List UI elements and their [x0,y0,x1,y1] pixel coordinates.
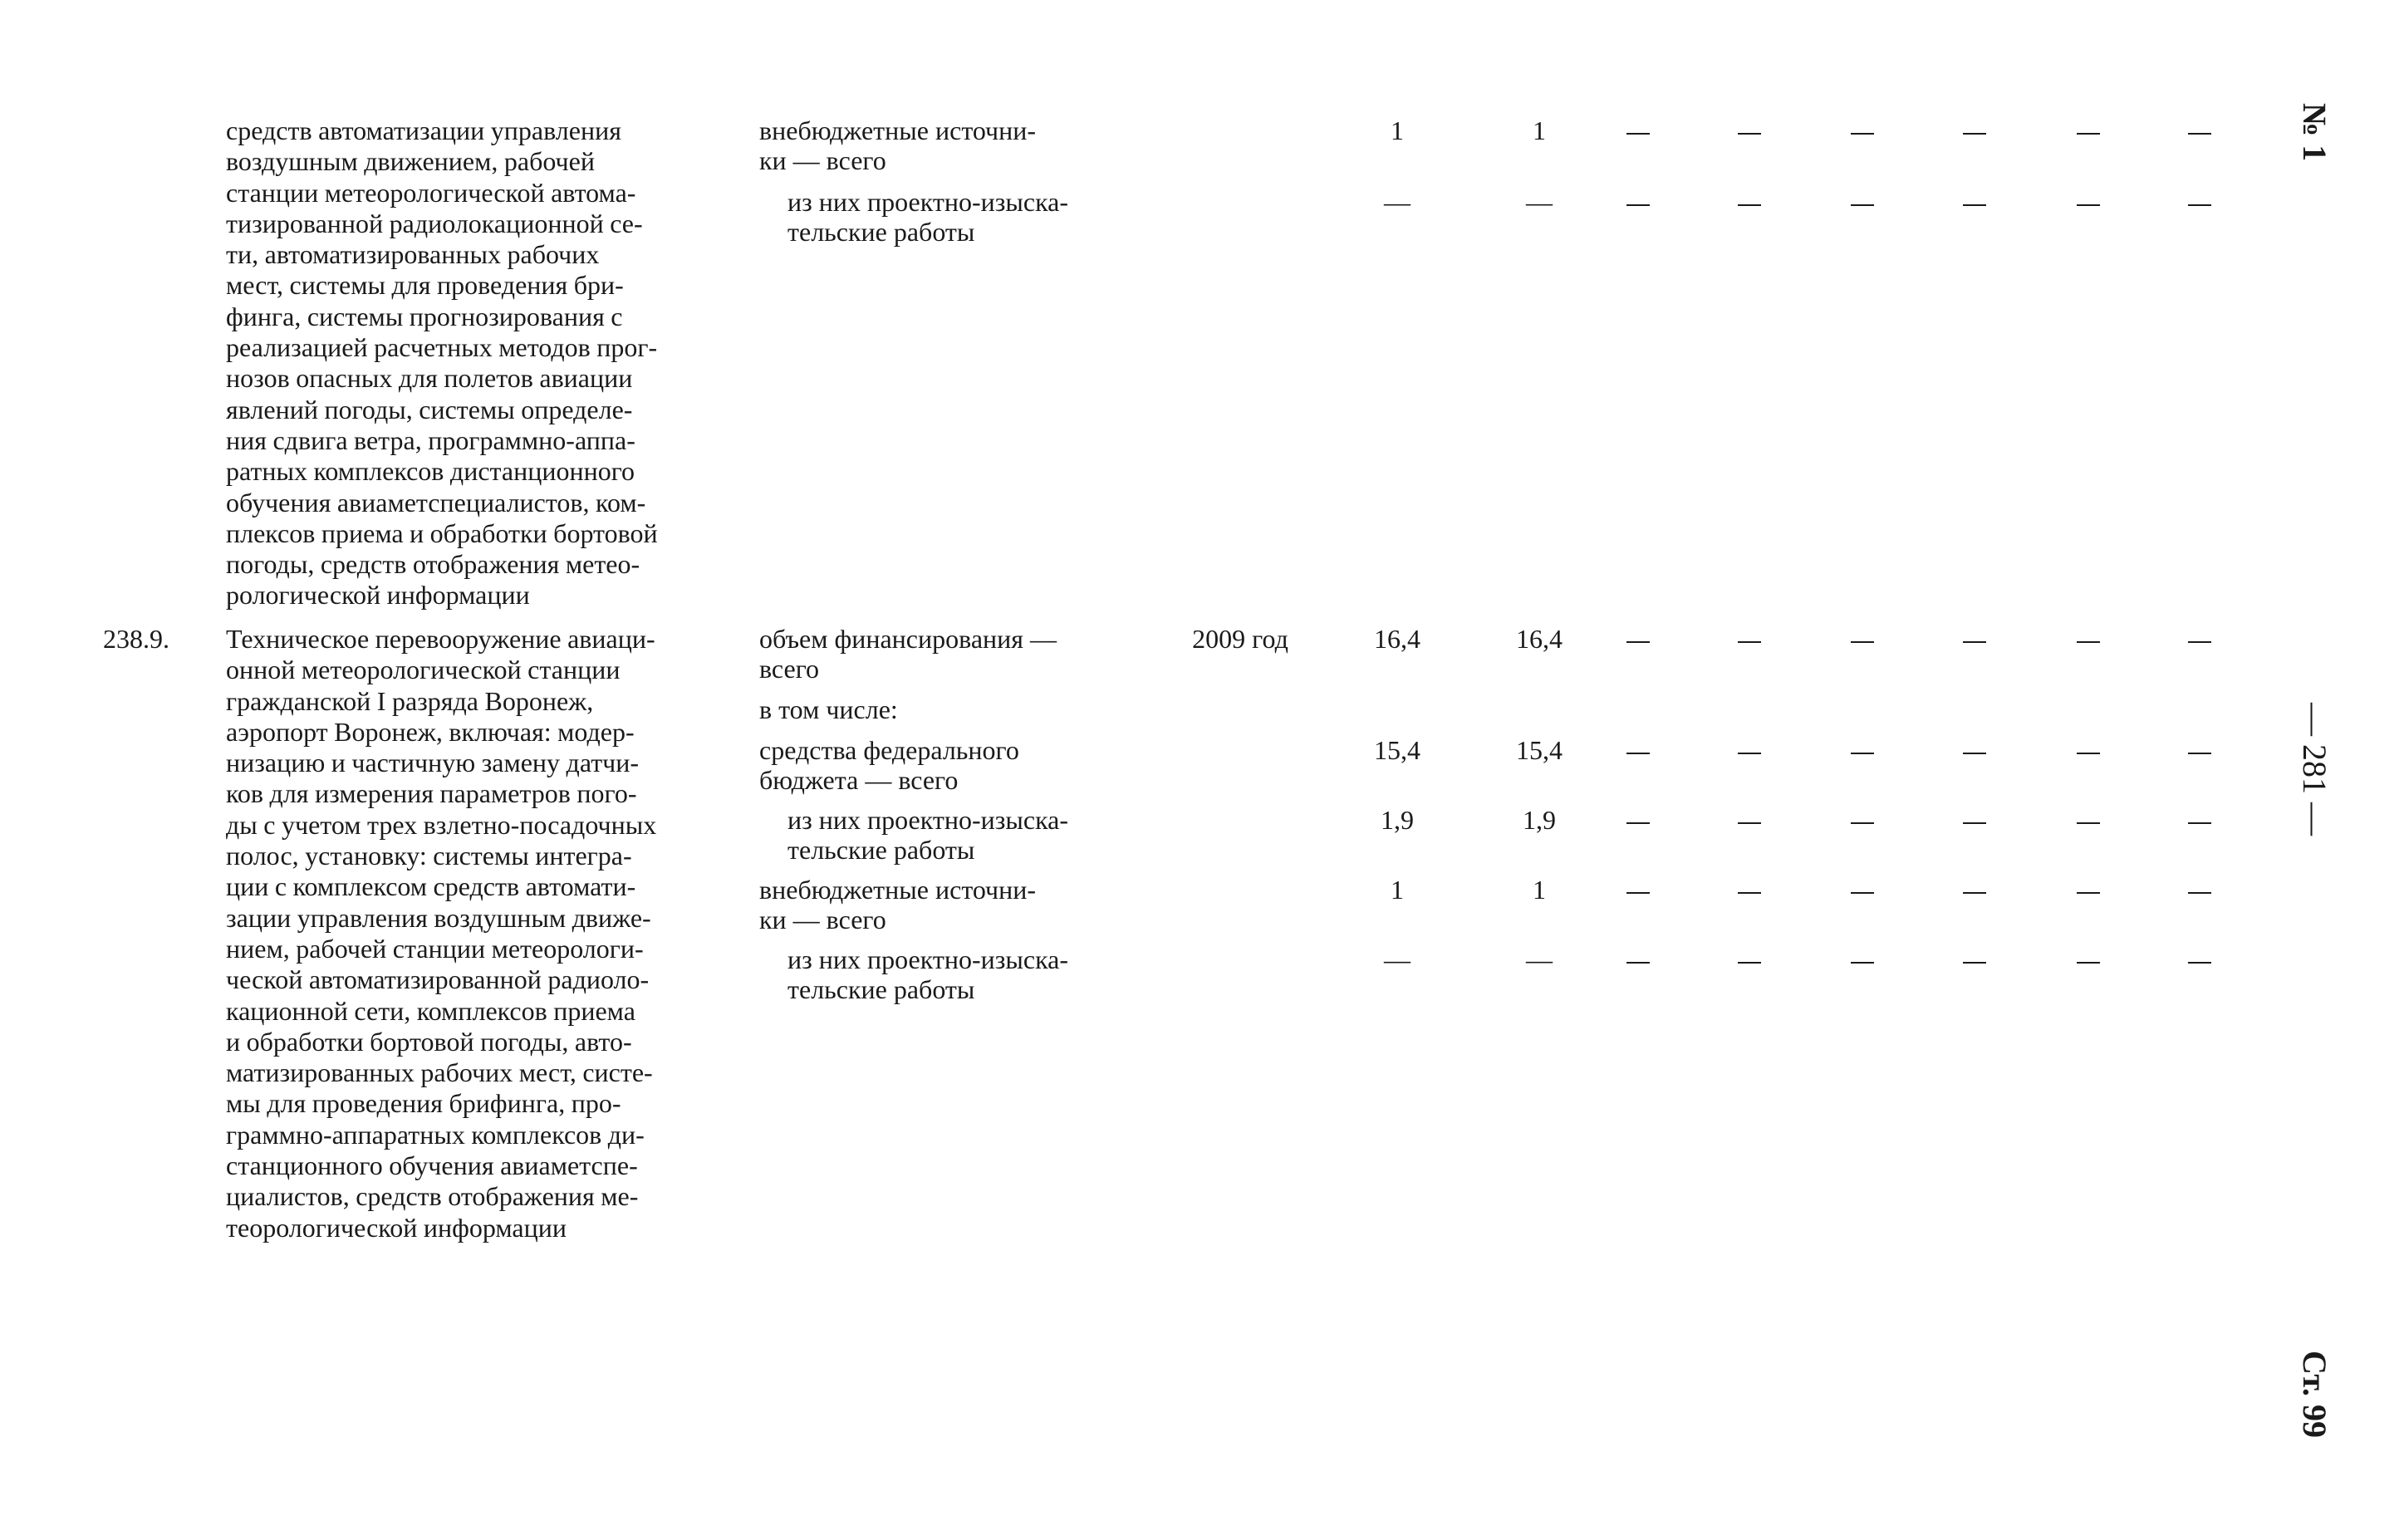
desc-line: нием, рабочей станции метеорологи- [226,933,644,964]
value-cell: 16,4 [1374,624,1420,654]
empty-dash [1738,641,1761,643]
empty-dash [1851,204,1874,206]
block1-description [226,115,733,611]
source-label-line: в том числе: [759,694,898,724]
source-label-line: из них проектно-изыска- [787,944,1069,974]
source-label [759,624,1131,684]
empty-dash [2188,892,2211,894]
desc-line: граммно-аппаратных комплексов ди- [226,1119,645,1150]
empty-dash [2077,133,2100,135]
desc-line: и обработки бортовой погоды, авто- [226,1026,632,1057]
empty-dash [1963,641,1986,643]
desc-line: обучения авиаметспециалистов, ком- [226,487,646,517]
source-label-line: бюджета — всего [759,765,959,795]
empty-dash [2188,641,2211,643]
source-label [787,805,1131,865]
empty-dash [1851,962,1874,964]
source-label-line: ки — всего [759,905,886,934]
empty-dash [1851,133,1874,135]
empty-dash [1626,204,1650,206]
value-cell: 1,9 [1523,805,1556,835]
desc-line: воздушным движением, рабочей [226,146,595,177]
issue-number: № 1 [2296,103,2333,162]
desc-line: финга, системы прогнозирования с [226,301,623,331]
empty-dash [2077,641,2100,643]
desc-line: аэропорт Воронеж, включая: модер- [226,716,635,747]
empty-dash [1963,892,1986,894]
desc-line: ции с комплексом средств автомати- [226,871,636,902]
article-number: Ст. 99 [2296,1351,2333,1438]
source-label-line: средства федерального [759,735,1019,765]
desc-line: ти, автоматизированных рабочих [226,239,600,270]
empty-dash [1626,641,1650,643]
empty-dash [1738,204,1761,206]
desc-line: станционного обучения авиаметспе- [226,1150,638,1181]
desc-line: теорологической информации [226,1212,567,1243]
empty-dash [2188,204,2211,206]
desc-line: ков для измерения параметров пого- [226,778,637,809]
value-cell: — [1526,187,1553,217]
desc-line: Техническое перевооружение авиаци- [226,624,655,654]
desc-line: реализацией расчетных методов прог- [226,332,658,363]
desc-line: ния сдвига ветра, программно-аппа- [226,424,635,455]
empty-dash [1738,962,1761,964]
value-cell: 1,9 [1381,805,1414,835]
source-label-line: тельские работы [787,217,975,247]
empty-dash [2077,892,2100,894]
desc-line: рологической информации [226,580,530,611]
source-label [759,735,1131,795]
desc-line: низацию и частичную замену датчи- [226,748,640,778]
desc-line: плексов приема и обработки бортовой [226,517,658,548]
value-cell: 1 [1533,875,1546,905]
empty-dash [2188,133,2211,135]
desc-line: кационной сети, комплексов приема [226,995,635,1026]
empty-dash [1851,822,1874,824]
desc-line: явлений погоды, системы определе- [226,394,633,424]
desc-line: онной метеорологической станции [226,655,621,685]
row-number: 238.9. [103,624,169,654]
source-label-line: тельские работы [787,974,975,1004]
empty-dash [1738,822,1761,824]
empty-dash [1738,892,1761,894]
desc-line: средств автоматизации управления [226,115,621,145]
value-cell: 1 [1391,115,1404,145]
desc-line: гражданской I разряда Воронеж, [226,685,594,716]
empty-dash [2188,822,2211,824]
desc-line: ды с учетом трех взлетно-посадочных [226,809,657,840]
value-cell: — [1384,944,1411,974]
value-cell: 16,4 [1516,624,1563,654]
empty-dash [1626,962,1650,964]
empty-dash [1626,133,1650,135]
source-label [759,875,1131,934]
page-number: — 281 — [2296,703,2333,836]
empty-dash [1851,641,1874,643]
desc-line: нозов опасных для полетов авиации [226,363,633,394]
desc-line: матизированных рабочих мест, систе- [226,1057,653,1088]
empty-dash [1851,892,1874,894]
empty-dash [1963,204,1986,206]
source-label-line: объем финансирования — [759,624,1057,654]
empty-dash [2077,822,2100,824]
desc-line: тизированной радиолокационной се- [226,208,643,238]
source-label [787,944,1131,1004]
empty-dash [2077,962,2100,964]
empty-dash [2188,962,2211,964]
empty-dash [2077,204,2100,206]
value-cell: 1 [1391,875,1404,905]
empty-dash [1963,822,1986,824]
value-cell: — [1384,187,1411,217]
desc-line: полос, установку: системы интегра- [226,841,632,871]
source-label-line: всего [759,654,820,684]
source-label-line: тельские работы [787,835,975,865]
empty-dash [1738,753,1761,754]
block2-description [226,624,733,1243]
desc-line: погоды, средств отображения метео- [226,549,640,580]
empty-dash [1963,753,1986,754]
source-label-line: внебюджетные источни- [759,115,1037,145]
source-label-line: из них проектно-изыска- [787,805,1069,835]
empty-dash [1963,133,1986,135]
empty-dash [1738,133,1761,135]
value-cell: 15,4 [1374,735,1420,765]
source-label-line: ки — всего [759,145,886,175]
source-label [759,115,1131,175]
source-label-line: из них проектно-изыска- [787,187,1069,217]
desc-line: ческой автоматизированной радиоло- [226,964,650,995]
value-cell: — [1526,944,1553,974]
empty-dash [2188,753,2211,754]
desc-line: мест, системы для проведения бри- [226,270,624,301]
value-cell: 1 [1533,115,1546,145]
desc-line: зации управления воздушным движе- [226,902,651,933]
desc-line: мы для проведения брифинга, про- [226,1088,621,1119]
empty-dash [1626,892,1650,894]
empty-dash [2077,753,2100,754]
desc-line: станции метеорологической автома- [226,177,636,208]
empty-dash [1626,753,1650,754]
empty-dash [1963,962,1986,964]
empty-dash [1851,753,1874,754]
desc-line: циалистов, средств отображения ме- [226,1181,639,1212]
source-label-line: внебюджетные источни- [759,875,1037,905]
empty-dash [1626,822,1650,824]
value-cell: 15,4 [1516,735,1563,765]
year-cell: 2009 год [1192,624,1288,654]
source-label [787,187,1131,247]
desc-line: ратных комплексов дистанционного [226,456,635,487]
source-label [759,694,1131,724]
